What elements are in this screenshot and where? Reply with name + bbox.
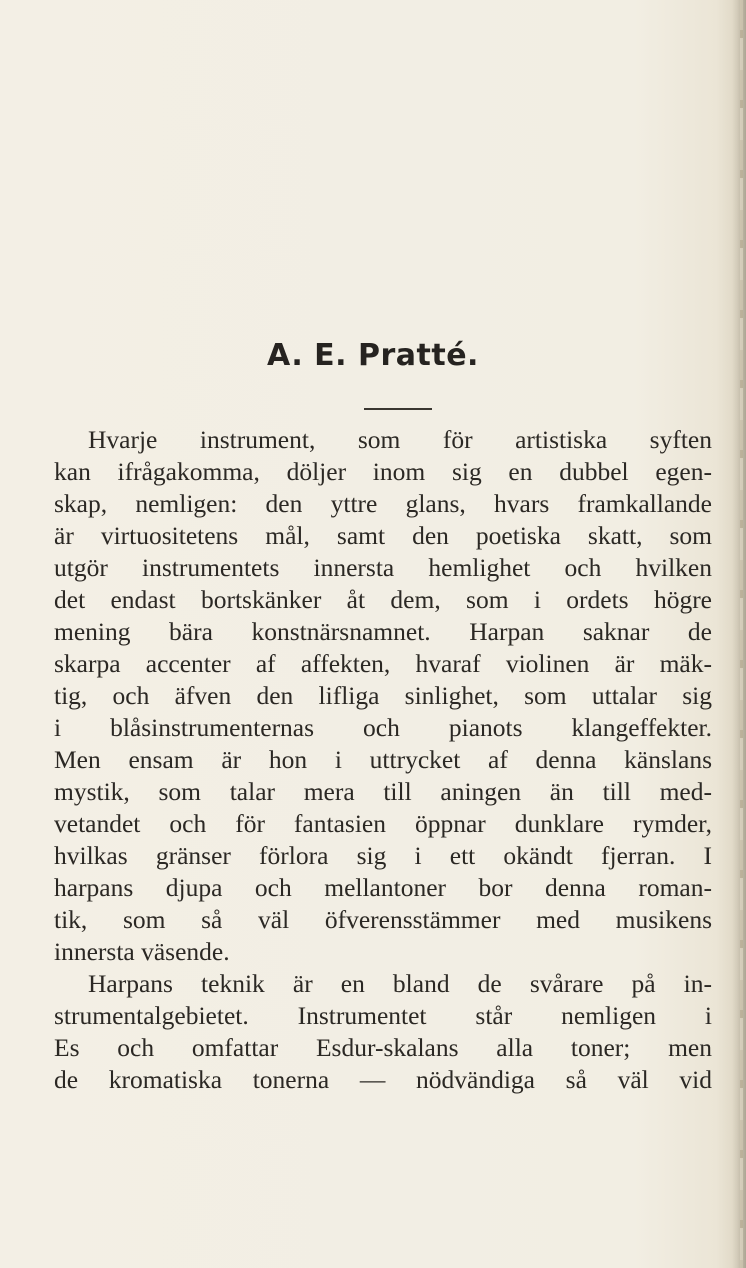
text-line: tik, som så väl öfverensstämmer med musikens: [54, 905, 712, 934]
text-line: hvilkas gränser förlora sig i ett okändt fjerran. I: [54, 841, 712, 870]
text-line: innersta väsende.: [54, 937, 230, 966]
page-edge-shadow: [732, 0, 746, 1268]
text-line: mystik, som talar mera till aningen än till med-: [54, 777, 712, 806]
text-line: Es och omfattar Esdur-skalans alla toner; men: [54, 1033, 712, 1062]
text-line: Harpans teknik är en bland de svårare på in-: [88, 969, 712, 998]
text-line: mening bära konstnärsnamnet. Harpan saknar de: [54, 617, 712, 646]
text-line: utgör instrumentets innersta hemlighet och hvilken: [54, 553, 712, 582]
text-line: kan ifrågakomma, döljer inom sig en dubbel egen-: [54, 457, 712, 486]
text-line: strumentalgebietet. Instrumentet står nemligen i: [54, 1001, 712, 1030]
text-line: vetandet och för fantasien öppnar dunklare rymder,: [54, 809, 712, 838]
page-edge-strip: [740, 0, 743, 1268]
title-divider: [364, 408, 432, 410]
text-line: de kromatiska tonerna — nödvändiga så väl vid: [54, 1065, 712, 1094]
text-line: tig, och äfven den lifliga sinlighet, som uttalar sig: [54, 681, 712, 710]
text-line: Men ensam är hon i uttrycket af denna känslans: [54, 745, 712, 774]
body-text: [54, 424, 712, 1096]
text-line: harpans djupa och mellantoner bor denna roman-: [54, 873, 712, 902]
text-line: Hvarje instrument, som för artistiska syften: [88, 425, 712, 454]
text-line: är virtuositetens mål, samt den poetiska skatt, som: [54, 521, 712, 550]
text-line: skarpa accenter af affekten, hvaraf violinen är mäk-: [54, 649, 712, 678]
page-title: A. E. Pratté.: [267, 338, 479, 373]
text-line: i blåsinstrumenternas och pianots klangeffekter.: [54, 713, 712, 742]
text-line: skap, nemligen: den yttre glans, hvars framkallande: [54, 489, 712, 518]
text-line: det endast bortskänker åt dem, som i ordets högre: [54, 585, 712, 614]
